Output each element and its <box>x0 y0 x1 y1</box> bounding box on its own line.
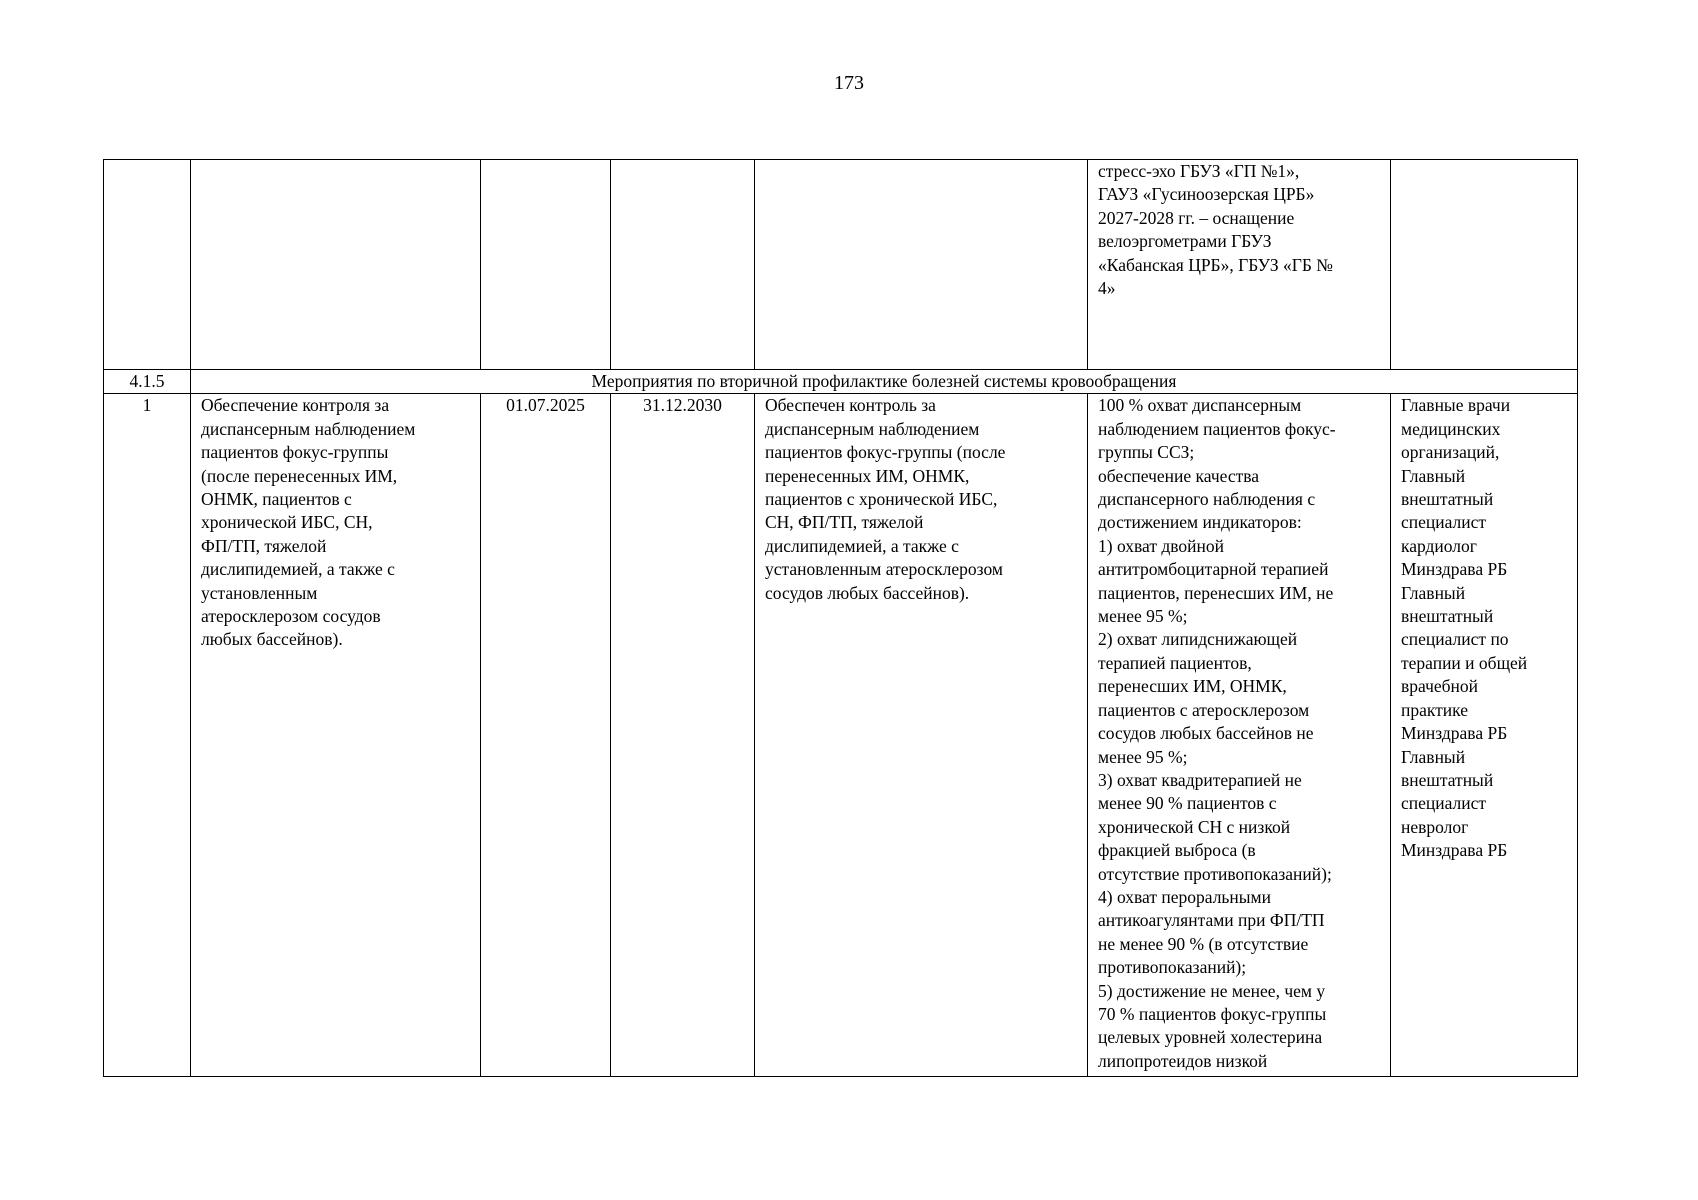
row-indicators <box>1088 394 1391 1077</box>
section-title: Мероприятия по вторичной профилактике болезней системы кровообращения <box>191 370 1578 394</box>
section-number: 4.1.5 <box>104 370 191 394</box>
row-index: 1 <box>104 394 191 1077</box>
responsible-text: Главные врачи медицинских организаций, Главный внештатный специалист кардиолог Минздрава РБ Главный внештатный специалист по терапии и общей врачебной практике Минздрава РБ Главный внештатный специалист невролог Минздрава РБ <box>1401 395 1528 861</box>
row-responsible <box>1391 394 1578 1077</box>
cell-indicators <box>1088 160 1391 370</box>
row-start-date: 01.07.2025 <box>481 394 611 1077</box>
page-number: 173 <box>834 72 864 94</box>
row-activity <box>191 394 481 1077</box>
row-result <box>755 394 1088 1077</box>
result-text: Обеспечен контроль за диспансерным наблюдением пациентов фокус-группы (после перенесенных ИМ, ОНМК, пациентов с хронической ИБС, СН, ФП/ТП, тяжелой дислипидемией, а также с установленным атеросклерозом сосудов любых бассейнов). <box>765 395 1006 603</box>
cell-result <box>755 160 1088 370</box>
section-row <box>104 370 1578 394</box>
cell-responsible <box>1391 160 1578 370</box>
continued-results-text: стресс-эхо ГБУЗ «ГП №1», ГАУЗ «Гусиноозерская ЦРБ» 2027-2028 гг. – оснащение велоэргометрами ГБУЗ «Кабанская ЦРБ», ГБУЗ «ГБ № 4» <box>1098 161 1333 299</box>
indicators-text: 100 % охват диспансерным наблюдением пациентов фокус- группы ССЗ; обеспечение качества диспансерного наблюдения с достижением индикаторов: 1) охват двойной антитромбоцитарной терапией пациентов, перенесших ИМ, не менее 95 %; 2) охват липидснижающей терапией пациентов, перенесших ИМ, ОНМК, пациентов с атеросклерозом сосудов любых бассейнов не менее 95 %; 3) охват квадритерапией не менее 90 % пациентов с хронической СН с низкой фракцией выброса (в отсутствие противопоказаний); 4) охват пероральными антикоагулянтами при ФП/ТП не менее 90 % (в отсутствие противопоказаний); 5) достижение не менее, чем у 70 % пациентов фокус-группы целевых уровней холестерина липопротеидов низкой <box>1098 395 1336 1071</box>
activities-table <box>103 159 1578 1077</box>
continued-row <box>104 160 1578 370</box>
table-row <box>104 394 1578 1077</box>
activity-text: Обеспечение контроля за диспансерным наблюдением пациентов фокус-группы (после перенесенных ИМ, ОНМК, пациентов с хронической ИБС, СН, ФП/ТП, тяжелой дислипидемией, а также с установленным атеросклерозом сосудов любых бассейнов). <box>201 395 416 650</box>
cell-end-date <box>611 160 755 370</box>
cell-activity <box>191 160 481 370</box>
cell-index <box>104 160 191 370</box>
cell-start-date <box>481 160 611 370</box>
row-end-date: 31.12.2030 <box>611 394 755 1077</box>
